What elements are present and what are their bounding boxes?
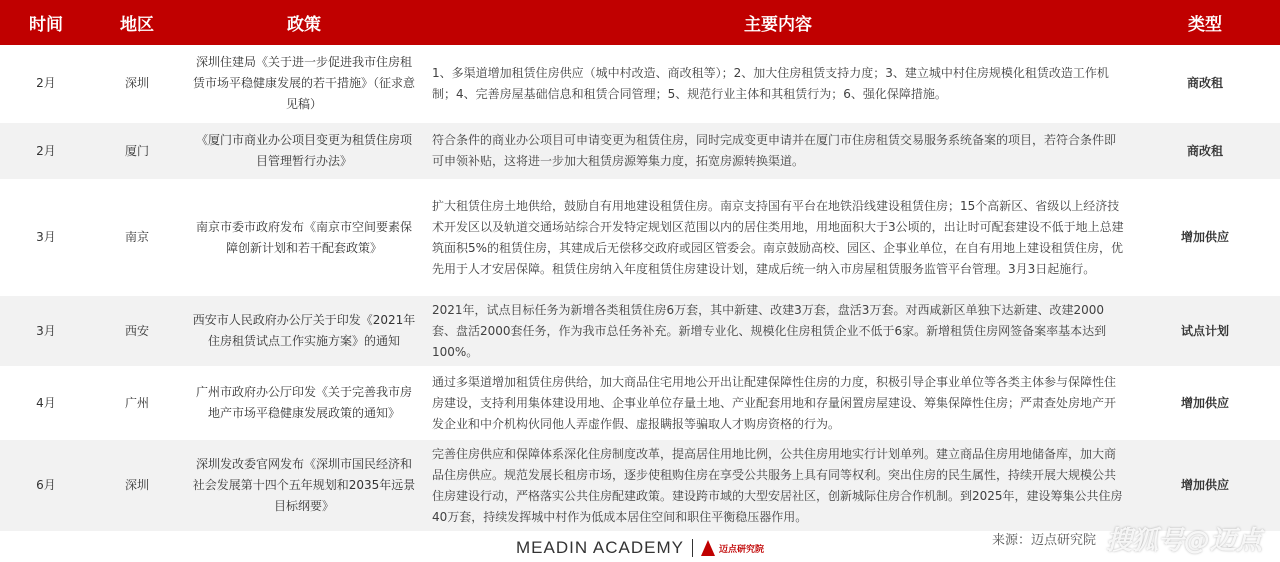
cell-region: 南京: [124, 230, 149, 244]
cell-type: 增加供应: [1180, 230, 1229, 244]
table-row: [0, 367, 1280, 440]
header-type: 类型: [1188, 15, 1222, 35]
table-row: [0, 180, 1280, 296]
table-row: [0, 123, 1280, 180]
cell-policy: 深圳发改委官网发布《深圳市国民经济和社会发展第十四个五年规划和2035年远景目标纲要》: [192, 457, 416, 513]
watermark-text: 搜狐号@迈点: [1105, 526, 1262, 556]
cell-time: 2月: [36, 76, 56, 90]
cell-type: 商改租: [1186, 76, 1223, 90]
header-time: 时间: [29, 15, 63, 35]
cell-time: 3月: [36, 230, 56, 244]
logo: [701, 540, 764, 556]
cell-time: 4月: [36, 395, 56, 410]
cell-time: 6月: [36, 478, 56, 492]
cell-content: 扩大租赁住房土地供给，鼓励自有用地建设租赁住房。南京支持国有平台在地铁沿线建设租赁住房；15个高新区、省级以上经济技术开发区以及轨道交通场站综合开发特定规划区范围以内的居住类用地，用地面积大于3公顷的，出让时可配套建设不低于地上总建筑面积5%的租赁住房，其建成后无偿移交政府或园区管委会。南京鼓励高校、园区、企事业单位，在自有用地上建设租赁住房，优先用于人才安居保障。租赁住房纳入年度租赁住房建设计划，建成后统一纳入市房屋租赁服务监管平台管理。3月3日起施行。: [432, 198, 1124, 276]
cell-time: 3月: [36, 323, 56, 338]
cell-region: 深圳: [124, 478, 149, 492]
cell-region: 厦门: [124, 143, 149, 158]
header-policy: 政策: [287, 15, 321, 35]
cell-content: 符合条件的商业办公项目可申请变更为租赁住房，同时完成变更申请并在厦门市住房租赁交易服务系统备案的项目，若符合条件即可申领补贴，这将进一步加大租赁房源筹集力度，拓宽房源转换渠道。: [432, 133, 1117, 168]
logo-icon: [701, 540, 715, 556]
cell-policy: 南京市委市政府发布《南京市空间要素保障创新计划和若干配套政策》: [195, 219, 412, 255]
cell-policy: 西安市人民政府办公厅关于印发《2021年住房租赁试点工作实施方案》的通知: [192, 313, 416, 348]
watermark: [992, 520, 1262, 557]
cell-content: 完善住房供应和保障体系深化住房制度改革，提高居住用地比例，公共住房用地实行计划单列。建立商品住房用地储备库，加大商品住房供应。规范发展长租房市场，逐步使租购住房在享受公共服务上具有同等权利。突出住房的民生属性，持续开展大规模公共住房建设行动，严格落实公共住房配建政策。建设跨市域的大型安居社区，创新城际住房合作机制。到2025年，建设筹集公共住房40万套，持续发挥城中村作为低成本居住空间和职住平衡稳压器作用。: [432, 446, 1123, 524]
cell-content: 1、多渠道增加租赁住房供应（城中村改造、商改租等）；2、加大住房租赁支持力度；3、建立城中村住房规模化租赁改造工作机制；4、完善房屋基础信息和租赁合同管理；5、规范行业主体和其租赁行为；6、强化保障措施。: [432, 65, 1109, 101]
table-header: [0, 0, 1280, 45]
header-content: 主要内容: [744, 15, 812, 35]
cell-content: 通过多渠道增加租赁住房供给，加大商品住宅用地公开出让配建保障性住房的力度，积极引导企事业单位等各类主体参与保障性住房建设，支持利用集体建设用地、企事业单位存量土地、产业配套用地和存量闲置房屋建设、筹集保障性住房；严肃查处房地产开发企业和中介机构伙同他人弄虚作假、虚报瞒报等骗取人才购房资格的行为。: [432, 374, 1117, 431]
cell-type: 增加供应: [1180, 478, 1229, 492]
table-body: [0, 45, 1280, 532]
watermark-source: 来源：迈点研究院: [991, 533, 1096, 548]
cell-type: 商改租: [1186, 143, 1223, 158]
cell-region: 西安: [124, 323, 149, 338]
table-row: [0, 45, 1280, 123]
brand-name: MEADIN ACADEMY: [516, 538, 684, 557]
divider: [692, 539, 693, 557]
cell-type: 试点计划: [1180, 323, 1229, 338]
logo-text: 迈点研究院: [718, 544, 764, 555]
cell-type: 增加供应: [1180, 395, 1229, 410]
table-row: [0, 296, 1280, 367]
cell-region: 深圳: [124, 76, 149, 90]
cell-policy: 深圳住建局《关于进一步促进我市住房租赁市场平稳健康发展的若干措施》（征求意见稿）: [192, 55, 415, 111]
table-row: [0, 440, 1280, 532]
cell-time: 2月: [36, 143, 56, 158]
header-region: 地区: [120, 15, 154, 35]
cell-policy: 广州市政府办公厅印发《关于完善我市房地产市场平稳健康发展政策的通知》: [195, 385, 412, 420]
cell-region: 广州: [124, 395, 149, 410]
cell-content: 2021年，试点目标任务为新增各类租赁住房6万套，其中新建、改建3万套，盘活3万套。对西咸新区单独下达新建、改建2000套、盘活2000套任务，作为我市总任务补充。新增专业化、规模化住房租赁企业不低于6家。新增租赁住房网签备案率基本达到100%。: [432, 302, 1107, 359]
cell-policy: 《厦门市商业办公项目变更为租赁住房项目管理暂行办法》: [195, 133, 412, 168]
